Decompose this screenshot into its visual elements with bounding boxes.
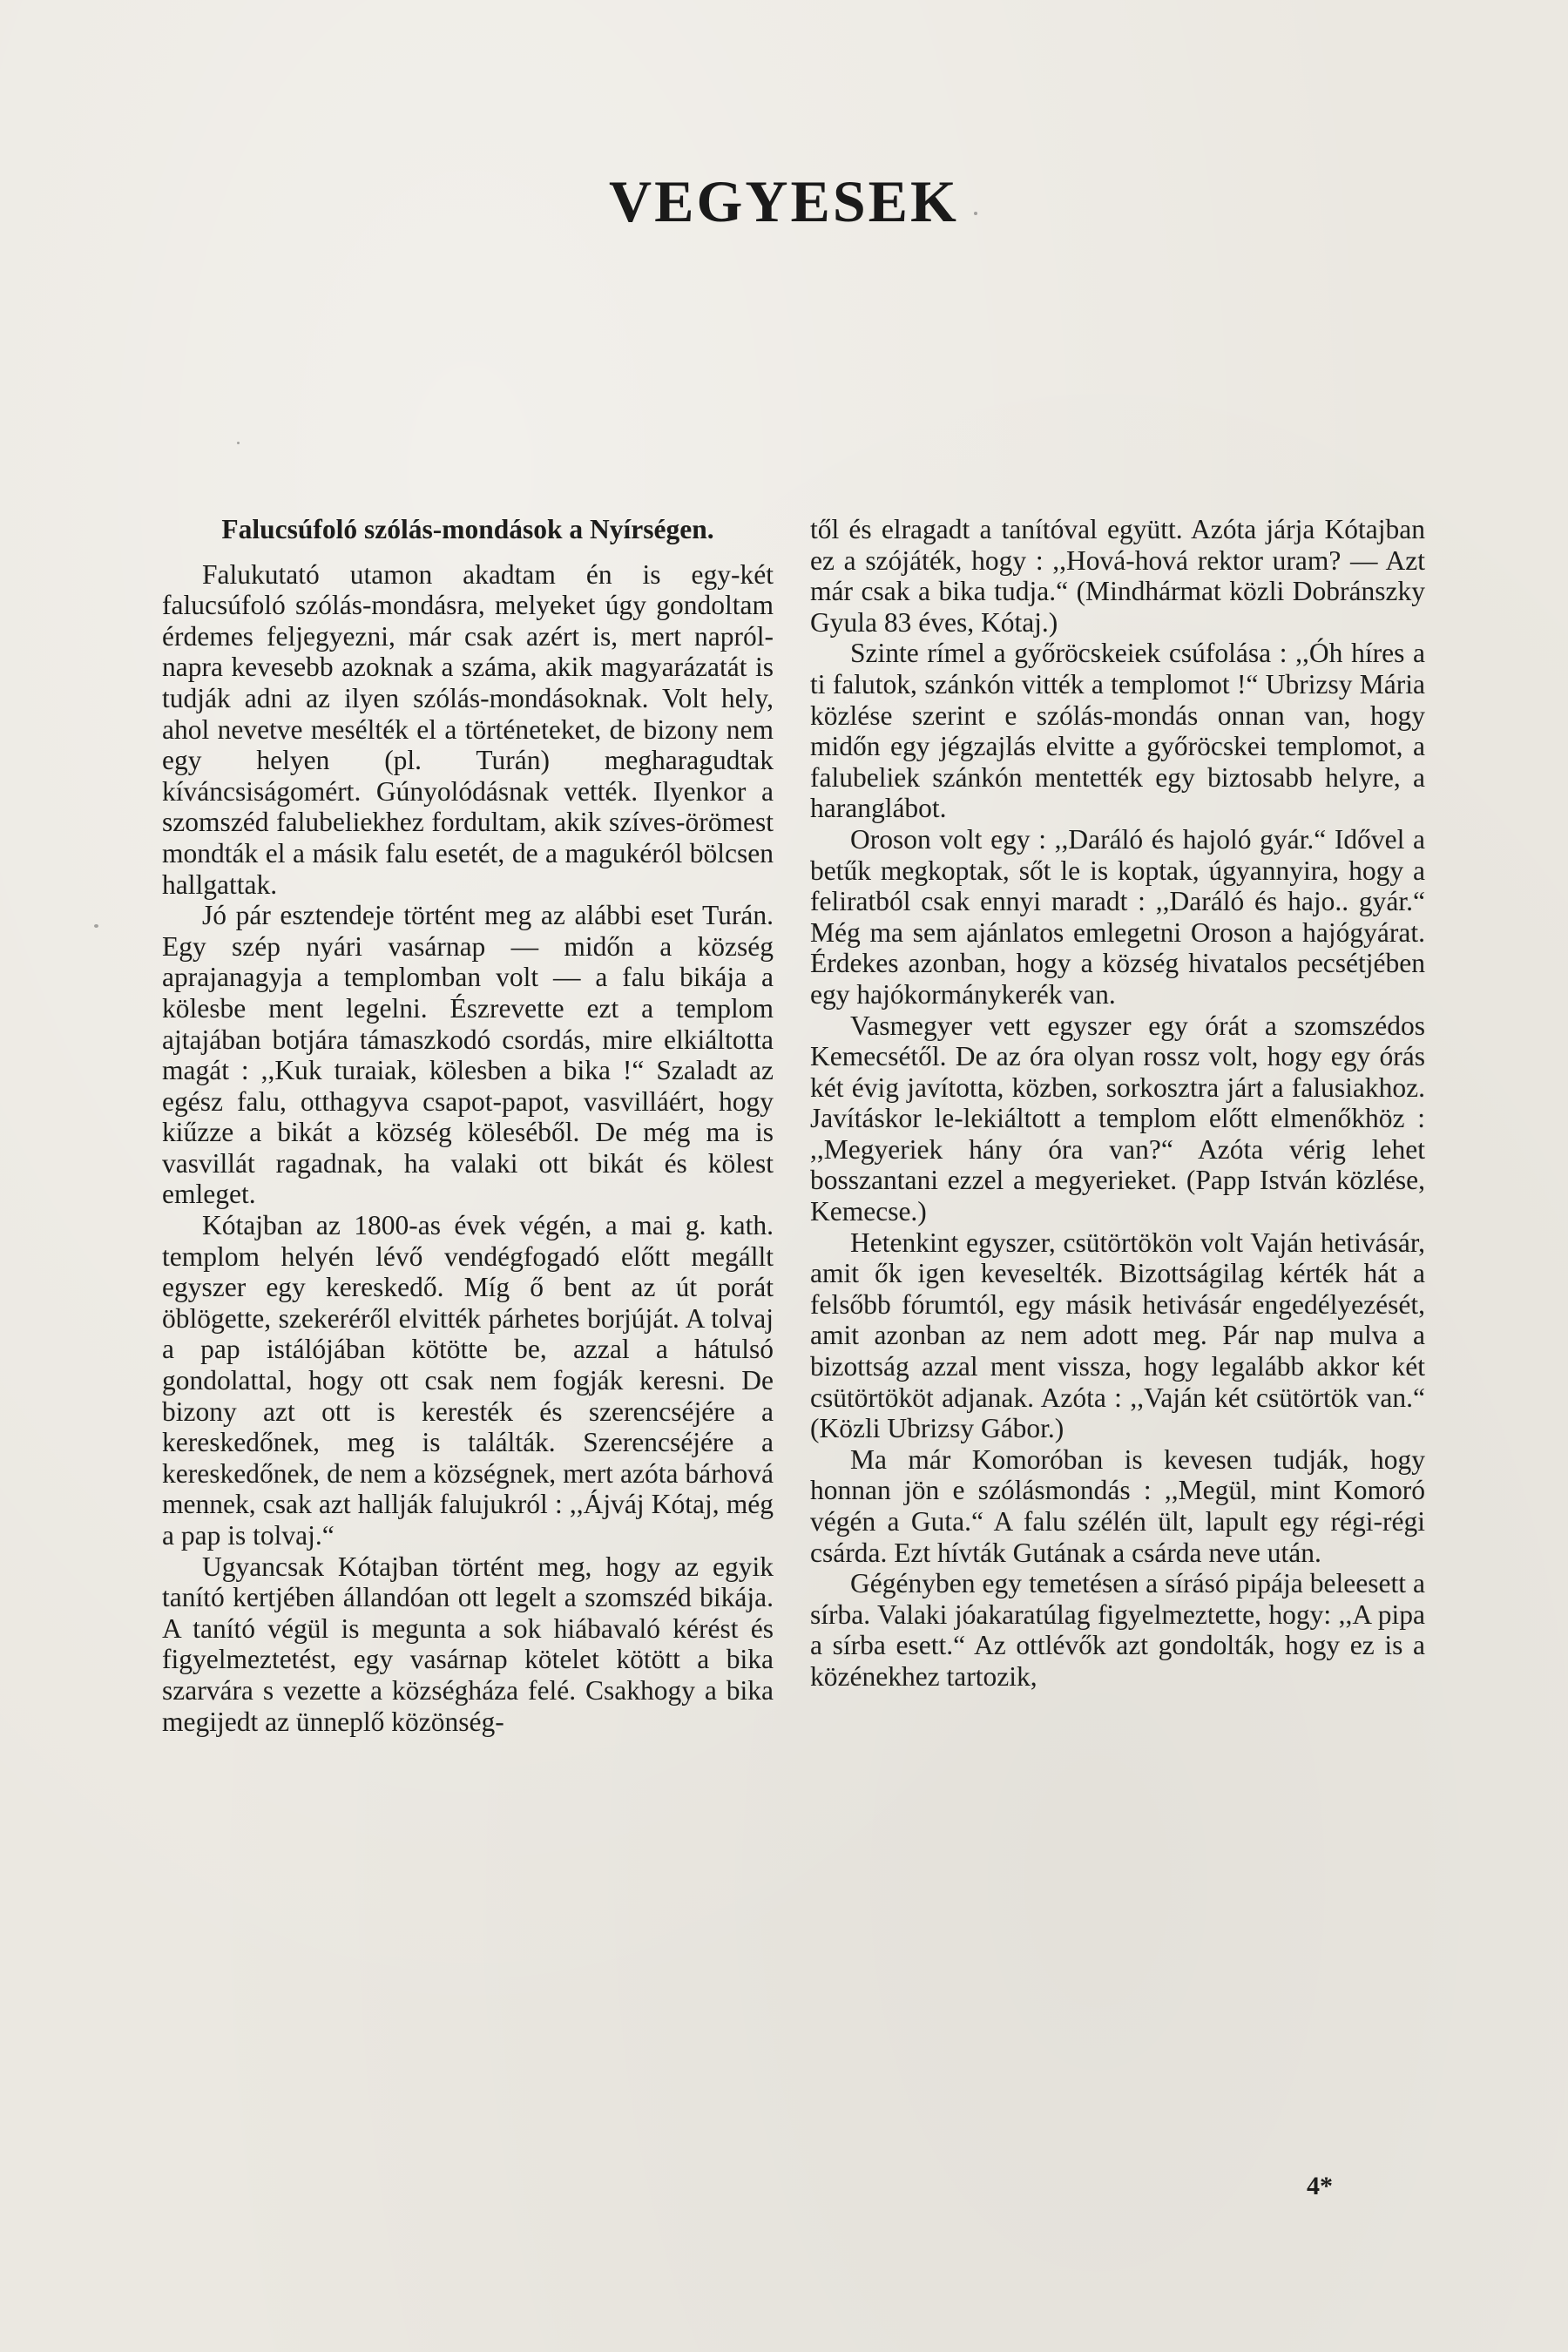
paragraph: Szinte rímel a győröcskeiek csúfolása : ,,Óh híres a ti falutok, szánkón vitték a templomot !“ Ubrizsy Mária közlése szerint e szólás-mondás onnan van, hogy midőn egy jégzajlás elvitte a győröcskei templomot, a falubeliek szánkón mentették egy biztosabb helyre, a haranglábot. [810,638,1425,824]
paragraph: Falukutató utamon akadtam én is egy-két falucsúfoló szólás-mondásra, melyeket úgy gondoltam érdemes feljegyezni, már csak azért is, mert napról-napra kevesebb azoknak a száma, akik magyarázatát is tudják adni az ilyen szólás-mondásoknak. Volt hely, ahol nevetve mesélték el a történeteket, de bizony nem egy helyen (pl. Turán) megharagudtak kíváncsiságomért. Gúnyolódásnak vették. Ilyenkor a szomszéd falubeliekhez fordultam, akik szíves-örömest mondták el a másik falu esetét, de a magukéról bölcsen hallgattak. [162,558,774,900]
page-title: VEGYESEK [609,168,959,234]
paragraph: Ugyancsak Kótajban történt meg, hogy az egyik tanító kertjében állandóan ott legelt a szomszéd bikája. A tanító végül is megunta a sok hiábavaló kérést és figyelmeztetést, egy vasárnap kötelet kötött a bika szarvára s vezette a községháza felé. Csakhogy a bika megijedt az ünneplő közönség- [162,1551,774,1737]
paragraph: Kótajban az 1800-as évek végén, a mai g. kath. templom helyén lévő vendégfogadó előtt megállt egyszer egy kereskedő. Míg ő bent az út porát öblögette, szekeréről elvitték párhetes borjúját. A tolvaj a pap istálójában kötötte be, azzal a hátulsó gondolattal, hogy ott csak nem fogják keresni. De bizony azt ott is keresték és szerencséjére a kereskedőnek, meg is találták. Szerencséjére a kereskedőnek, de nem a községnek, mert azóta bárhová mennek, csak azt hallják falujukról : ,,Ájváj Kótaj, még a pap is tolvaj.“ [162,1210,774,1551]
paragraph: Gégényben egy temetésen a sírásó pipája beleesett a sírba. Valaki jóakaratúlag figyelmeztette, hogy: ,,A pipa a sírba esett.“ Az ottlévők azt gondolták, hogy ez is a közénekhez tartozik, [810,1568,1425,1692]
signature-mark: 4* [1307,2172,1333,2200]
paragraph-continuation: től és elragadt a tanítóval együtt. Azóta járja Kótajban ez a szójáték, hogy : ,,Hová-hová rektor uram? — Azt már csak a bika tudja.“ (Mindhármat közli Dobránszky Gyula 83 éves, Kótaj.) [810,514,1425,638]
paper-speck [237,442,240,444]
left-column [162,514,774,1737]
paragraph: Jó pár esztendeje történt meg az alábbi eset Turán. Egy szép nyári vasárnap — midőn a község aprajanagyja a templomban volt — a falu bikája a kölesbe ment legelni. Észrevette ezt a templom ajtajában botjára támaszkodó csordás, mire elkiáltotta magát : ,,Kuk turaiak, kölesben a bika !“ Szaladt az egész falu, otthagyva csapot-papot, vasvilláért, hogy kiűzze a bikát a község köleséből. De még ma is vasvillát ragadnak, ha valaki ott bikát és kölest emleget. [162,900,774,1210]
paper-speck [94,924,98,928]
paragraph: Vasmegyer vett egyszer egy órát a szomszédos Kemecsétől. De az óra olyan rossz volt, hogy egy órás két évig javította, közben, sorkosztra járt a falusiakhoz. Javításkor le-lekiáltott a templom előtt elmenőkhöz : ,,Megyeriek hány óra van?“ Azóta vérig lehet bosszantani ezzel a megyerieket. (Papp István közlése, Kemecse.) [810,1010,1425,1227]
article-heading: Falucsúfoló szólás-mondások a Nyírségen. [221,514,714,544]
paper-speck [974,212,977,215]
paragraph: Oroson volt egy : ,,Daráló és hajoló gyár.“ Idővel a betűk megkoptak, sőt le is koptak, úgyannyira, hogy a feliratból csak ennyi maradt : ,,Daráló és hajo.. gyár.“ Még ma sem ajánlatos emlegetni Oroson a hajógyárat. Érdekes azonban, hogy a község hivatalos pecsétjében egy hajókormánykerék van. [810,823,1425,1010]
right-column [810,514,1425,1693]
paragraph: Ma már Komoróban is kevesen tudják, hogy honnan jön e szólásmondás : ,,Megül, mint Komoró végén a Guta.“ A falu szélén ült, lapult egy régi-régi csárda. Ezt hívták Gutának a csárda neve után. [810,1443,1425,1568]
paragraph: Hetenkint egyszer, csütörtökön volt Vaján hetivásár, amit ők igen keveselték. Bizottságilag kérték hát a felsőbb fórumtól, egy másik hetivásár engedélyezését, amit azonban az nem adott meg. Pár nap mulva a bizottság azzal ment vissza, hogy legalább akkor két csütörtököt adjanak. Azóta : ,,Vaján két csütörtök van.“ (Közli Ubrizsy Gábor.) [810,1227,1425,1444]
